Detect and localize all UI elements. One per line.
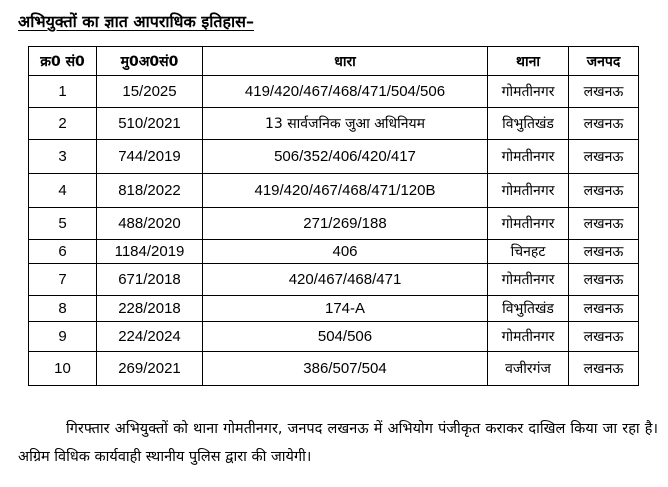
cell-station: चिनहट — [488, 240, 569, 264]
cell-district: लखनऊ — [569, 108, 639, 140]
cell-serial: 9 — [29, 322, 97, 352]
cell-case-no: 1184/2019 — [97, 240, 203, 264]
table-row — [29, 140, 639, 174]
table-row — [29, 108, 639, 140]
cell-case-no: 671/2018 — [97, 264, 203, 296]
cell-district: लखनऊ — [569, 322, 639, 352]
cell-station: गोमतीनगर — [488, 174, 569, 208]
table-row — [29, 240, 639, 264]
cell-case-no: 510/2021 — [97, 108, 203, 140]
header-section: धारा — [203, 47, 488, 76]
table-row — [29, 76, 639, 108]
table-row — [29, 264, 639, 296]
cell-case-no: 744/2019 — [97, 140, 203, 174]
cell-section: 419/420/467/468/471/120B — [203, 174, 488, 208]
cell-section: 386/507/504 — [203, 352, 488, 386]
cell-station: गोमतीनगर — [488, 208, 569, 240]
cell-serial: 3 — [29, 140, 97, 174]
cell-district: लखनऊ — [569, 264, 639, 296]
cell-serial: 7 — [29, 264, 97, 296]
table-row — [29, 352, 639, 386]
cell-station: विभुतिखंड — [488, 296, 569, 322]
table-row — [29, 322, 639, 352]
cell-district: लखनऊ — [569, 352, 639, 386]
header-case-no: मु0अ0सं0 — [97, 47, 203, 76]
header-serial: क्र0 सं0 — [29, 47, 97, 76]
cell-station: गोमतीनगर — [488, 264, 569, 296]
cell-case-no: 224/2024 — [97, 322, 203, 352]
cell-section: 406 — [203, 240, 488, 264]
cell-case-no: 228/2018 — [97, 296, 203, 322]
table-row — [29, 208, 639, 240]
cell-serial: 4 — [29, 174, 97, 208]
header-district: जनपद — [569, 47, 639, 76]
cell-serial: 8 — [29, 296, 97, 322]
cell-section: 271/269/188 — [203, 208, 488, 240]
cell-serial: 5 — [29, 208, 97, 240]
cell-district: लखनऊ — [569, 76, 639, 108]
table-row — [29, 296, 639, 322]
cell-station: वजीरगंज — [488, 352, 569, 386]
cell-case-no: 818/2022 — [97, 174, 203, 208]
cell-section: 506/352/406/420/417 — [203, 140, 488, 174]
cell-station: गोमतीनगर — [488, 322, 569, 352]
table-header-row — [29, 47, 639, 76]
cell-section: 13 सार्वजनिक जुआ अधिनियम — [203, 108, 488, 140]
table-row — [29, 174, 639, 208]
closing-paragraph: गिरफ्तार अभियुक्तों को थाना गोमतीनगर, जनपद लखनऊ में अभियोग पंजीकृत कराकर दाखिल किया जा रहा है। अग्रिम विधिक कार्यवाही स्थानीय पुलिस द्वारा की जायेगी। — [18, 420, 658, 465]
cell-case-no: 488/2020 — [97, 208, 203, 240]
cell-serial: 2 — [29, 108, 97, 140]
cell-case-no: 269/2021 — [97, 352, 203, 386]
criminal-history-table — [28, 46, 639, 386]
cell-district: लखनऊ — [569, 240, 639, 264]
cell-district: लखनऊ — [569, 296, 639, 322]
cell-serial: 1 — [29, 76, 97, 108]
cell-station: गोमतीनगर — [488, 140, 569, 174]
cell-district: लखनऊ — [569, 140, 639, 174]
cell-section: 420/467/468/471 — [203, 264, 488, 296]
cell-serial: 10 — [29, 352, 97, 386]
cell-district: लखनऊ — [569, 174, 639, 208]
cell-section: 504/506 — [203, 322, 488, 352]
header-station: थाना — [488, 47, 569, 76]
cell-case-no: 15/2025 — [97, 76, 203, 108]
cell-station: गोमतीनगर — [488, 76, 569, 108]
cell-district: लखनऊ — [569, 208, 639, 240]
cell-serial: 6 — [29, 240, 97, 264]
cell-station: विभुतिखंड — [488, 108, 569, 140]
cell-section: 174-A — [203, 296, 488, 322]
cell-section: 419/420/467/468/471/504/506 — [203, 76, 488, 108]
section-heading: अभियुक्तों का ज्ञात आपराधिक इतिहास– — [18, 12, 254, 31]
